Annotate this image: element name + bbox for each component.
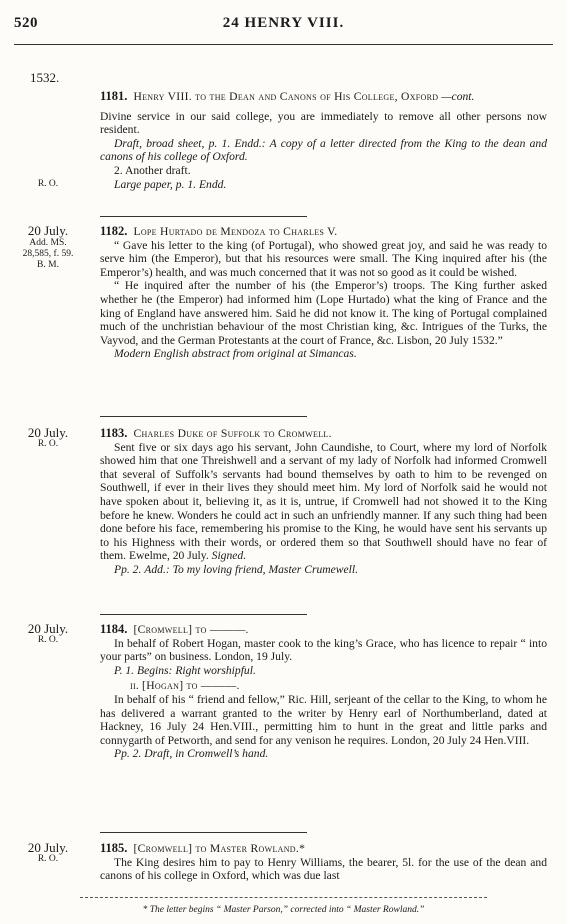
sub-note: Pp. 2. Draft, in Cromwell’s hand. [114, 747, 269, 761]
entry-divider [100, 416, 307, 417]
entry-number: 1185. [100, 841, 128, 855]
entry-note-2: Endd.: A copy of a letter directed from the King to the dean and canons of his college of Oxford. [100, 136, 547, 164]
entry-heading: [Cromwell] to ———. [133, 623, 249, 636]
entry-note: Modern English abstract from original at Simancas. [114, 347, 357, 361]
margin-1185 [14, 841, 82, 865]
entry-note: P. 1. [114, 663, 135, 677]
entry-date: 20 July. [27, 621, 69, 636]
sub-note: Large paper, p. 1. [114, 177, 197, 191]
entry-date: 20 July. [27, 223, 69, 238]
entry-number: 1181. [100, 89, 128, 103]
entry-body: In behalf of Robert Hogan, master cook to the king’s Grace, who has licence to repair “ into your parts” on business. London, 19 July. [100, 636, 547, 664]
entry-number: 1183. [100, 426, 128, 440]
entry-divider [100, 216, 307, 217]
entry-1183 [100, 427, 547, 577]
entry-number: 1184. [100, 622, 128, 636]
entry-body: Sent five or six days ago his servant, John Caundishe, to Court, where my lord of Norfolk showed him that one Threishwell and a servant of my lady of Norfolk had informed Cromwell that several of Suffolk’s servants had bound themselves by oath to him to be revenged on Southwell, if ever in their lives they should meet him. My lord of Norfolk said he would not have spoken about it, believing it, as it is, untrue, if Cromwell had not showed it to the King before he knew. Wonders he could act in such an unfriendly manner. If any such thing had been done before his face, remembering his promise to the King, he would have sent his servants up to his Highness with their words, or ordered them so that Southwell should have no fear of them. Ewelme, 20 July. [100, 440, 547, 563]
source-label: R. O. [37, 439, 59, 449]
entry-note: Draft, broad sheet, p. 1. [114, 136, 231, 150]
source-label: R. O. [37, 635, 59, 645]
entry-date: 20 July. [27, 840, 69, 855]
entry-heading: Lope Hurtado de Mendoza to Charles V. [133, 225, 338, 238]
entry-heading: [Cromwell] to Master Rowland.* [133, 842, 306, 855]
entry-divider [100, 614, 307, 615]
header-rule [14, 44, 553, 45]
year-marker: 1532. [30, 70, 60, 85]
entry-note-2: Begins: Right worshipful. [137, 663, 256, 677]
sub-body: In behalf of his “ friend and fellow,” Ric. Hill, serjeant of the cellar to the King, to whom he has delivered a warrant granted to the writer by Henry earl of Northumberland, dated at Hackney, 16 July 24 Hen.VIII., permitting him to hunt in the great and little parks and connygarth of Petworth, and send for any venison he requires. London, 20 July 24 Hen.VIII. [100, 692, 547, 747]
entry-number: 1182. [100, 224, 128, 238]
entry-1185 [100, 842, 547, 883]
entry-paragraph: “ He inquired after the number of his (the Emperor’s) troops. The King further asked whether he (the Emperor) had informed him (Lope Hurtado) what the king of France and the king of England have answered him. Said he did not know it. The king of Portugal complained much of the unchristian behaviour of the most Christian king, &c. Intrigues of the Turks, the Vayvod, and the German Protestants at the court of France, &c. Lisbon, 20 July 1532.” [100, 279, 547, 347]
page-number: 520 [14, 15, 38, 31]
entry-1184 [100, 623, 547, 761]
source-label: B. M. [37, 260, 59, 270]
entry-heading: Henry VIII. to the Dean and Canons of His College, Oxford [133, 90, 439, 103]
entry-heading: Charles Duke of Suffolk to Cromwell. [133, 427, 332, 440]
source-label: R. O. [37, 854, 59, 864]
entry-note: Pp. 2. [114, 562, 142, 576]
source-label: R. O. [37, 179, 59, 189]
footnote-rule [80, 897, 487, 898]
running-title: 24 HENRY VIII. [222, 15, 345, 31]
margin-1183 [14, 426, 82, 450]
sub-heading: [Hogan] to ———. [142, 679, 240, 693]
sub-number: ii. [130, 679, 140, 693]
entry-divider [100, 832, 307, 833]
entry-body: Divine service in our said college, you are immediately to remove all other persons now resident. [100, 109, 547, 137]
entry-date: 20 July. [27, 425, 69, 440]
entry-body: The King desires him to pay to Henry Williams, the bearer, 5l. for the use of the dean and canons of his college in Oxford, which was due last [100, 855, 547, 883]
sub-note-2: Endd. [198, 177, 227, 191]
entry-paragraph: “ Gave his letter to the king (of Portugal), who showed great joy, and said he was ready to serve him (the Emperor), but that his resources were small. The King inquired after his (the Emperor’s) health, and was much concerned that it was not so good as it could be wished. [100, 238, 547, 279]
sub-number: 2. [114, 163, 123, 177]
margin-1181-2 [14, 177, 82, 190]
entry-heading-cont: —cont. [441, 90, 475, 103]
footnote: * The letter begins “ Master Parson,” corrected into “ Master Rowland.” [142, 905, 425, 915]
entry-1181 [100, 90, 547, 191]
source-label: 28,585, f. 59. [22, 249, 74, 259]
sub-body: Another draft. [124, 163, 191, 177]
page-header [0, 15, 567, 37]
margin-1184 [14, 622, 82, 646]
margin-1182 [14, 224, 82, 271]
entry-signed: Signed. [211, 549, 247, 563]
entry-note-2: Add.: To my loving friend, Master Crumewell. [144, 562, 359, 576]
source-label: Add. MS. [29, 238, 67, 248]
entry-1182 [100, 225, 547, 361]
